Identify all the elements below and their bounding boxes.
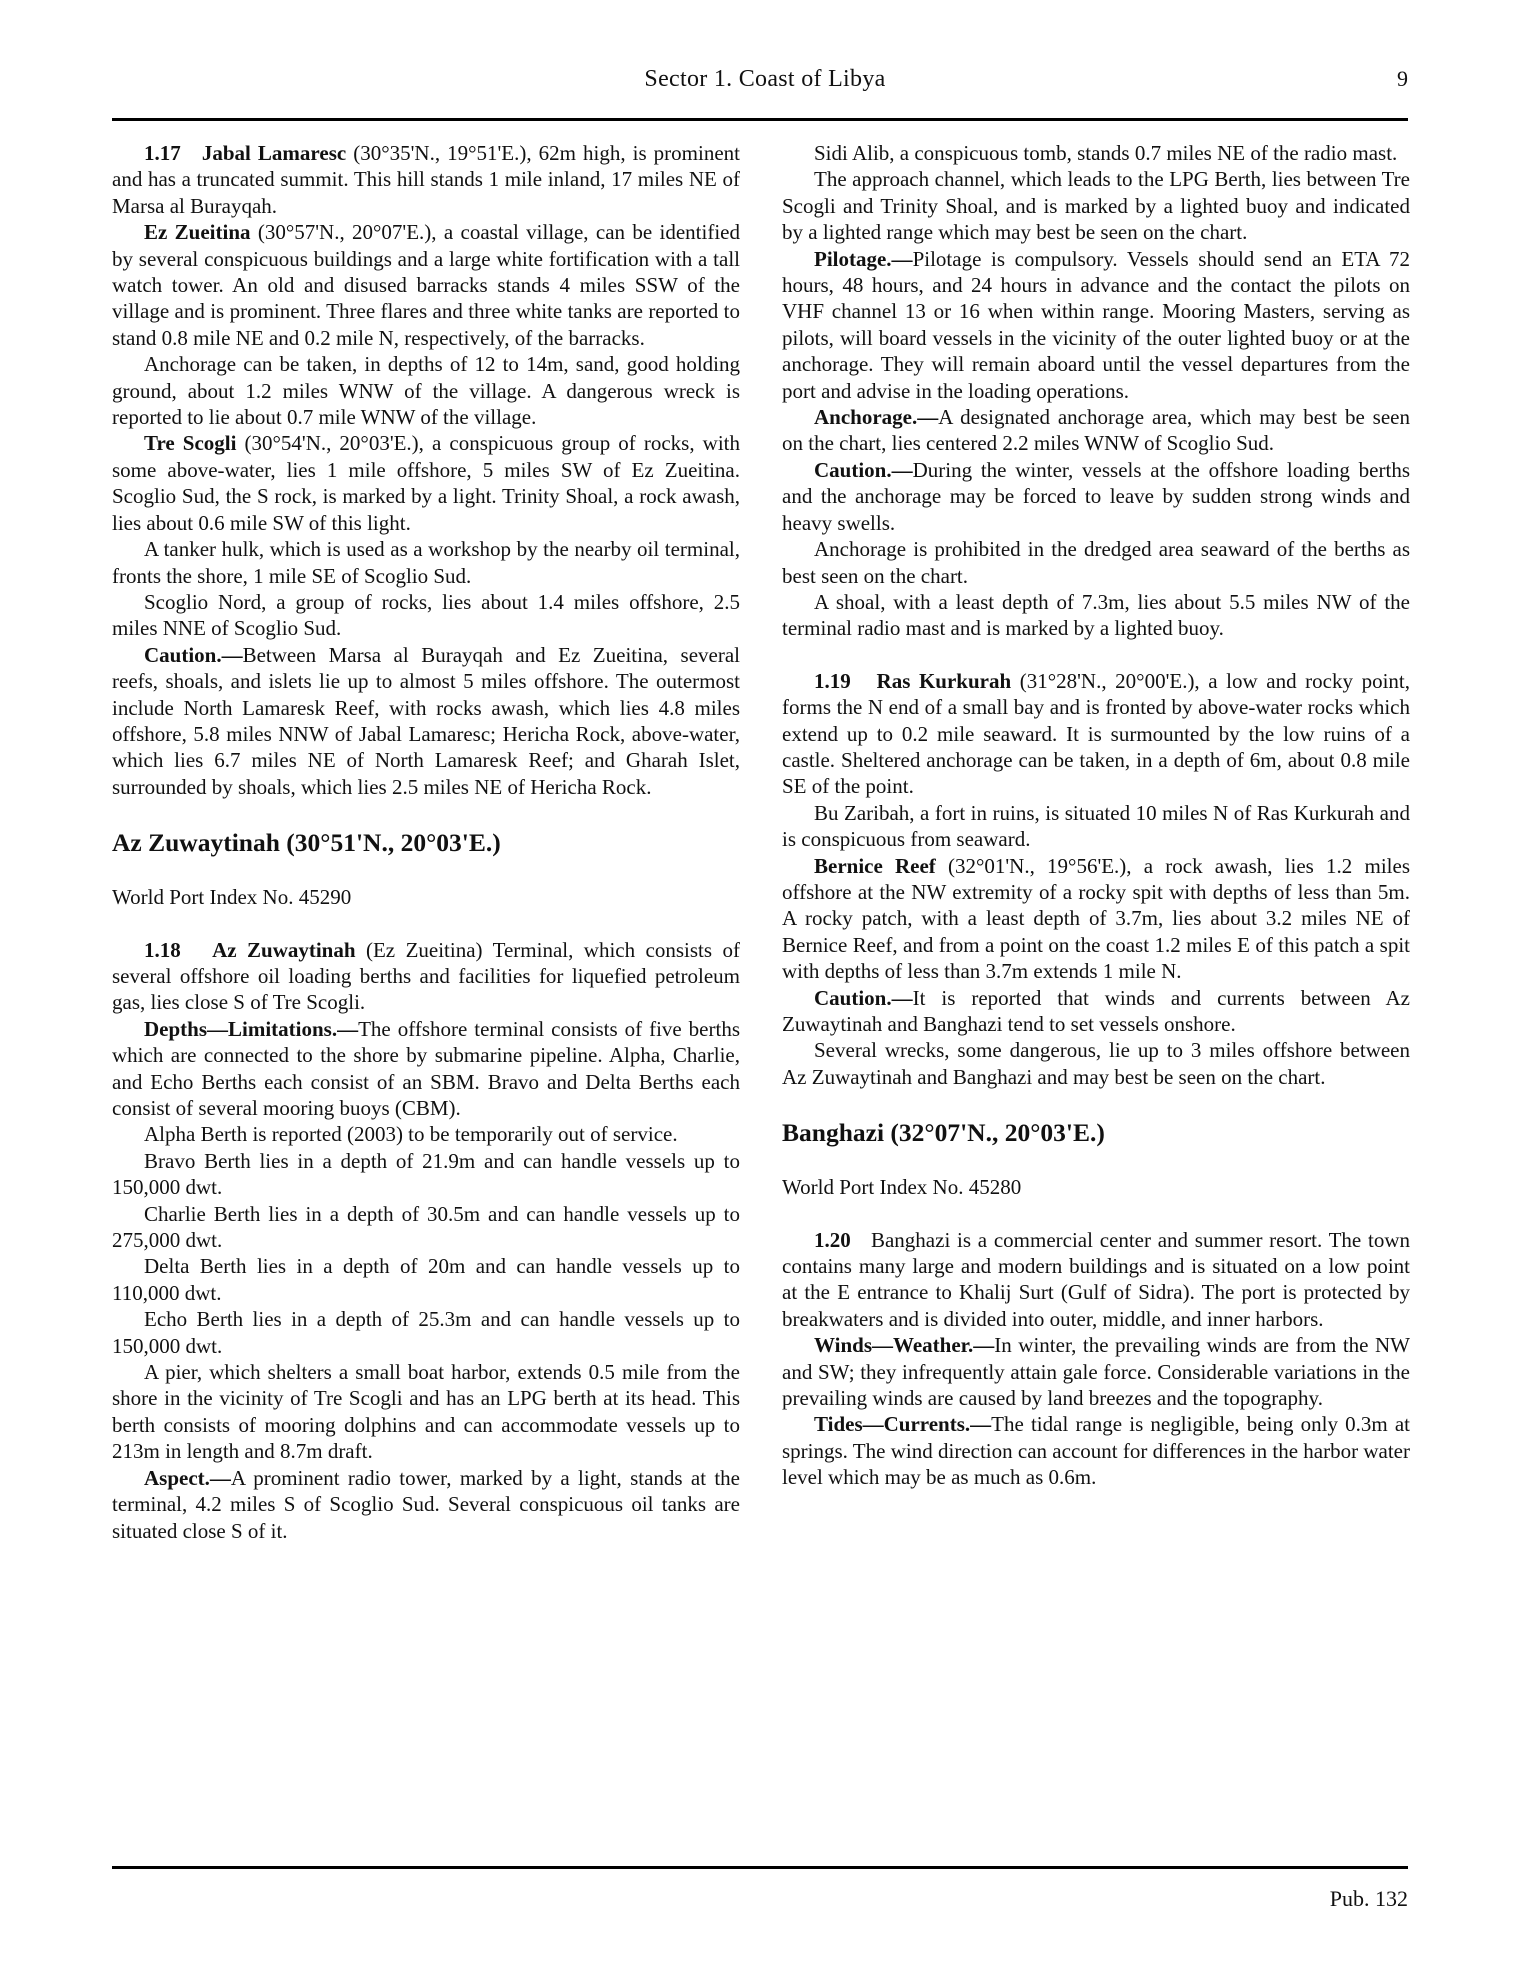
paragraph [112,937,740,1016]
bold-text: Caution.— [814,457,913,482]
body-text [181,938,212,962]
body-text: A tanker hulk, which is used as a workshop by the nearby oil terminal, fronts the shore, 1 mile SE of Scoglio Sud. [112,537,740,588]
header-rule [112,118,1408,121]
paragraph [782,404,1410,457]
paragraph [112,1306,740,1359]
paragraph [782,1037,1410,1090]
body-text: Charlie Berth lies in a depth of 30.5m and can handle vessels up to 275,000 dwt. [112,1201,740,1253]
bold-text: Bernice Reef [814,853,936,878]
paragraph [112,536,740,589]
body-text: World Port Index No. 45290 [112,885,352,910]
body-text: Anchorage can be taken, in depths of 12 to 14m, sand, good holding ground, about 1.2 miles WNW of the village. A dangerous wreck is reported to lie about 0.7 mile WNW of the village. [112,352,740,430]
page-title: Sector 1. Coast of Libya [644,66,886,92]
bold-text: Tre Scogli [144,431,237,456]
body-text: Anchorage is prohibited in the dredged area seaward of the berths as best seen on the chart. [782,537,1410,588]
world-port-index [112,884,740,910]
body-text: Alpha Berth is reported (2003) to be temporarily out of service. [144,1122,678,1147]
paragraph [112,140,740,219]
body-text: Delta Berth lies in a depth of 20m and can handle vessels up to 110,000 dwt. [112,1254,740,1305]
bold-text: 1.17 [144,141,181,165]
publication-number: Pub. 132 [1329,1886,1408,1911]
page-number: 9 [1397,66,1408,91]
paragraph [112,1201,740,1254]
body-text: (30°54'N., 20°03'E.), a conspicuous group of rocks, with some above-water, lies 1 mile offshore, 5 miles SW of Ez Zueitina. Scoglio Sud, the S rock, is marked by a light. Trinity Shoal, a rock awash, lies about 0.6 mile SW of this light. [112,431,740,535]
paragraph [782,985,1410,1038]
body-text [181,141,202,165]
paragraph [782,536,1410,589]
paragraph [782,246,1410,404]
paragraph [112,1253,740,1306]
bold-text: 1.20 [814,1227,851,1252]
bold-text: Caution.— [814,985,913,1010]
bold-text: 1.19 [814,668,851,693]
body-text: A prominent radio tower, marked by a light, stands at the terminal, 4.2 miles S of Scoglio Sud. Several conspicuous oil tanks are situated close S of it. [112,1465,740,1543]
body-text: Bu Zaribah, a fort in ruins, is situated 10 miles N of Ras Kurkurah and is conspicuous from seaward. [782,800,1410,852]
bold-text: Anchorage.— [814,405,939,430]
body-text: World Port Index No. 45280 [782,1175,1022,1200]
document-footer [112,1886,1408,1912]
section-heading: Az Zuwaytinah (30°51'N., 20°03'E.) [112,828,501,858]
body-text: The approach channel, which leads to the LPG Berth, lies between Tre Scogli and Trinity Shoal, and is marked by a lighted buoy and indicated by a lighted range which may best be seen on the chart. [782,167,1410,245]
section-heading: Banghazi (32°07'N., 20°03'E.) [782,1118,1105,1148]
paragraph [782,457,1410,536]
bold-text: Pilotage.— [814,246,913,271]
bold-text: Jabal Lamaresc [201,141,347,165]
bold-text: Winds—Weather.— [814,1333,995,1358]
body-text: A pier, which shelters a small boat harbor, extends 0.5 mile from the shore in the vicinity of Tre Scogli and has an LPG berth at its head. This berth consists of mooring dolphins and can accommodate vessels up to 213m in length and 8.7m draft. [112,1360,740,1464]
bold-text: Ez Zueitina [144,220,251,245]
text-columns [112,140,1410,1544]
paragraph [112,1016,740,1122]
column-right [782,140,1410,1544]
body-text: Scoglio Nord, a group of rocks, lies about 1.4 miles offshore, 2.5 miles NNE of Scoglio Sud. [112,589,740,641]
paragraph [112,589,740,642]
body-text: Banghazi is a commercial center and summer resort. The town contains many large and modern buildings and is situated on a low point at the E entrance to Khalij Surt (Gulf of Sidra). The port is protected by breakwaters and is divided into outer, middle, and inner harbors. [782,1227,1410,1331]
paragraph [782,1227,1410,1333]
body-text: Bravo Berth lies in a depth of 21.9m and can handle vessels up to 150,000 dwt. [112,1148,740,1200]
body-text: (32°01'N., 19°56'E.), a rock awash, lies 1.2 miles offshore at the NW extremity of a rocky spit with depths of less than 5m. A rocky patch, with a least depth of 3.7m, lies about 3.2 miles NE of Bernice Reef, and from a point on the coast 1.2 miles E of this patch a spit with depths of less than 3.7m extends 1 mile N. [782,853,1410,984]
paragraph [112,1121,740,1147]
paragraph [112,219,740,351]
body-text: The offshore terminal consists of five berths which are connected to the shore by submarine pipeline. Alpha, Charlie, and Echo Berths each consist of an SBM. Bravo and Delta Berths each consist of several mooring buoys (CBM). [112,1016,740,1120]
paragraph [782,589,1410,642]
paragraph [112,1465,740,1544]
body-text: Sidi Alib, a conspicuous tomb, stands 0.7 miles NE of the radio mast. [814,141,1398,165]
paragraph [782,140,1410,166]
bold-text: Az Zuwaytinah [212,937,356,962]
paragraph [782,1411,1410,1490]
world-port-index [782,1174,1410,1200]
body-text: During the winter, vessels at the offshore loading berths and the anchorage may be forced to leave by sudden strong winds and heavy swells. [782,457,1410,535]
body-text: Between Marsa al Burayqah and Ez Zueitina, several reefs, shoals, and islets lie up to almost 5 miles offshore. The outermost include North Lamaresk Reef, with rocks awash, which lies 4.8 miles offshore, 5.8 miles NNW of Jabal Lamaresc; Hericha Rock, above-water, which lies 6.7 miles NE of North Lamaresk Reef; and Gharah Islet, surrounded by shoals, which lies 2.5 miles NE of Hericha Rock. [112,642,740,799]
body-text: Pilotage is compulsory. Vessels should send an ETA 72 hours, 48 hours, and 24 hours in advance and the contact the pilots on VHF channel 13 or 16 when within range. Mooring Masters, serving as pilots, will board vessels in the vicinity of the outer lighted buoy or at the anchorage. They will remain aboard until the vessel departures from the port and advise in the loading operations. [782,246,1410,403]
bold-text: 1.18 [144,937,181,962]
body-text: (30°57'N., 20°07'E.), a coastal village, can be identified by several conspicuous buildings and a large white fortification with a tall watch tower. An old and disused barracks stands 4 miles SSW of the village and is prominent. Three flares and three white tanks are reported to stand 0.8 mile NE and 0.2 mile N, respectively, of the barracks. [112,220,740,350]
paragraph [782,800,1410,853]
body-text: Echo Berth lies in a depth of 25.3m and can handle vessels up to 150,000 dwt. [112,1307,740,1358]
paragraph [782,166,1410,245]
paragraph [112,642,740,800]
body-text: (30°35'N., 19°51'E.), 62m high, is prominent and has a truncated summit. This hill stands 1 mile inland, 17 miles NE of Marsa al Burayqah. [112,141,740,218]
body-text: It is reported that winds and currents between Az Zuwaytinah and Banghazi tend to set vessels onshore. [782,985,1410,1036]
body-text [851,1228,871,1252]
paragraph [112,430,740,536]
body-text: The tidal range is negligible, being only 0.3m at springs. The wind direction can account for differences in the harbor water level which may be as much as 0.6m. [782,1412,1410,1490]
column-left [112,140,740,1544]
body-text [851,669,877,693]
body-text: A designated anchorage area, which may best be seen on the chart, lies centered 2.2 miles WNW of Scoglio Sud. [782,405,1410,456]
paragraph [112,1359,740,1465]
bold-text: Tides—Currents.— [814,1412,992,1437]
body-text: In winter, the prevailing winds are from the NW and SW; they infrequently attain gale force. Considerable variations in the prevailing winds are caused by land breezes and the topography. [782,1333,1410,1411]
body-text: Several wrecks, some dangerous, lie up to 3 miles offshore between Az Zuwaytinah and Banghazi and may best be seen on the chart. [782,1038,1410,1089]
bold-text: Depths—Limitations.— [144,1016,359,1041]
body-text: A shoal, with a least depth of 7.3m, lies about 5.5 miles NW of the terminal radio mast and is marked by a lighted buoy. [782,589,1410,641]
body-text: (Ez Zueitina) Terminal, which consists of several offshore oil loading berths and facilities for liquefied petroleum gas, lies close S of Tre Scogli. [112,937,740,1015]
bold-text: Ras Kurkurah [876,668,1012,693]
footer-rule [112,1866,1408,1869]
paragraph [112,351,740,430]
bold-text: Aspect.— [144,1465,231,1490]
paragraph [782,668,1410,800]
paragraph [112,1148,740,1201]
paragraph [782,1332,1410,1411]
paragraph [782,853,1410,985]
body-text: (31°28'N., 20°00'E.), a low and rocky point, forms the N end of a small bay and is fronted by above-water rocks which extend up to 0.2 mile seaward. It is surmounted by the low ruins of a castle. Sheltered anchorage can be taken, in a depth of 6m, about 0.8 mile SE of the point. [782,668,1411,799]
bold-text: Caution.— [144,642,243,667]
